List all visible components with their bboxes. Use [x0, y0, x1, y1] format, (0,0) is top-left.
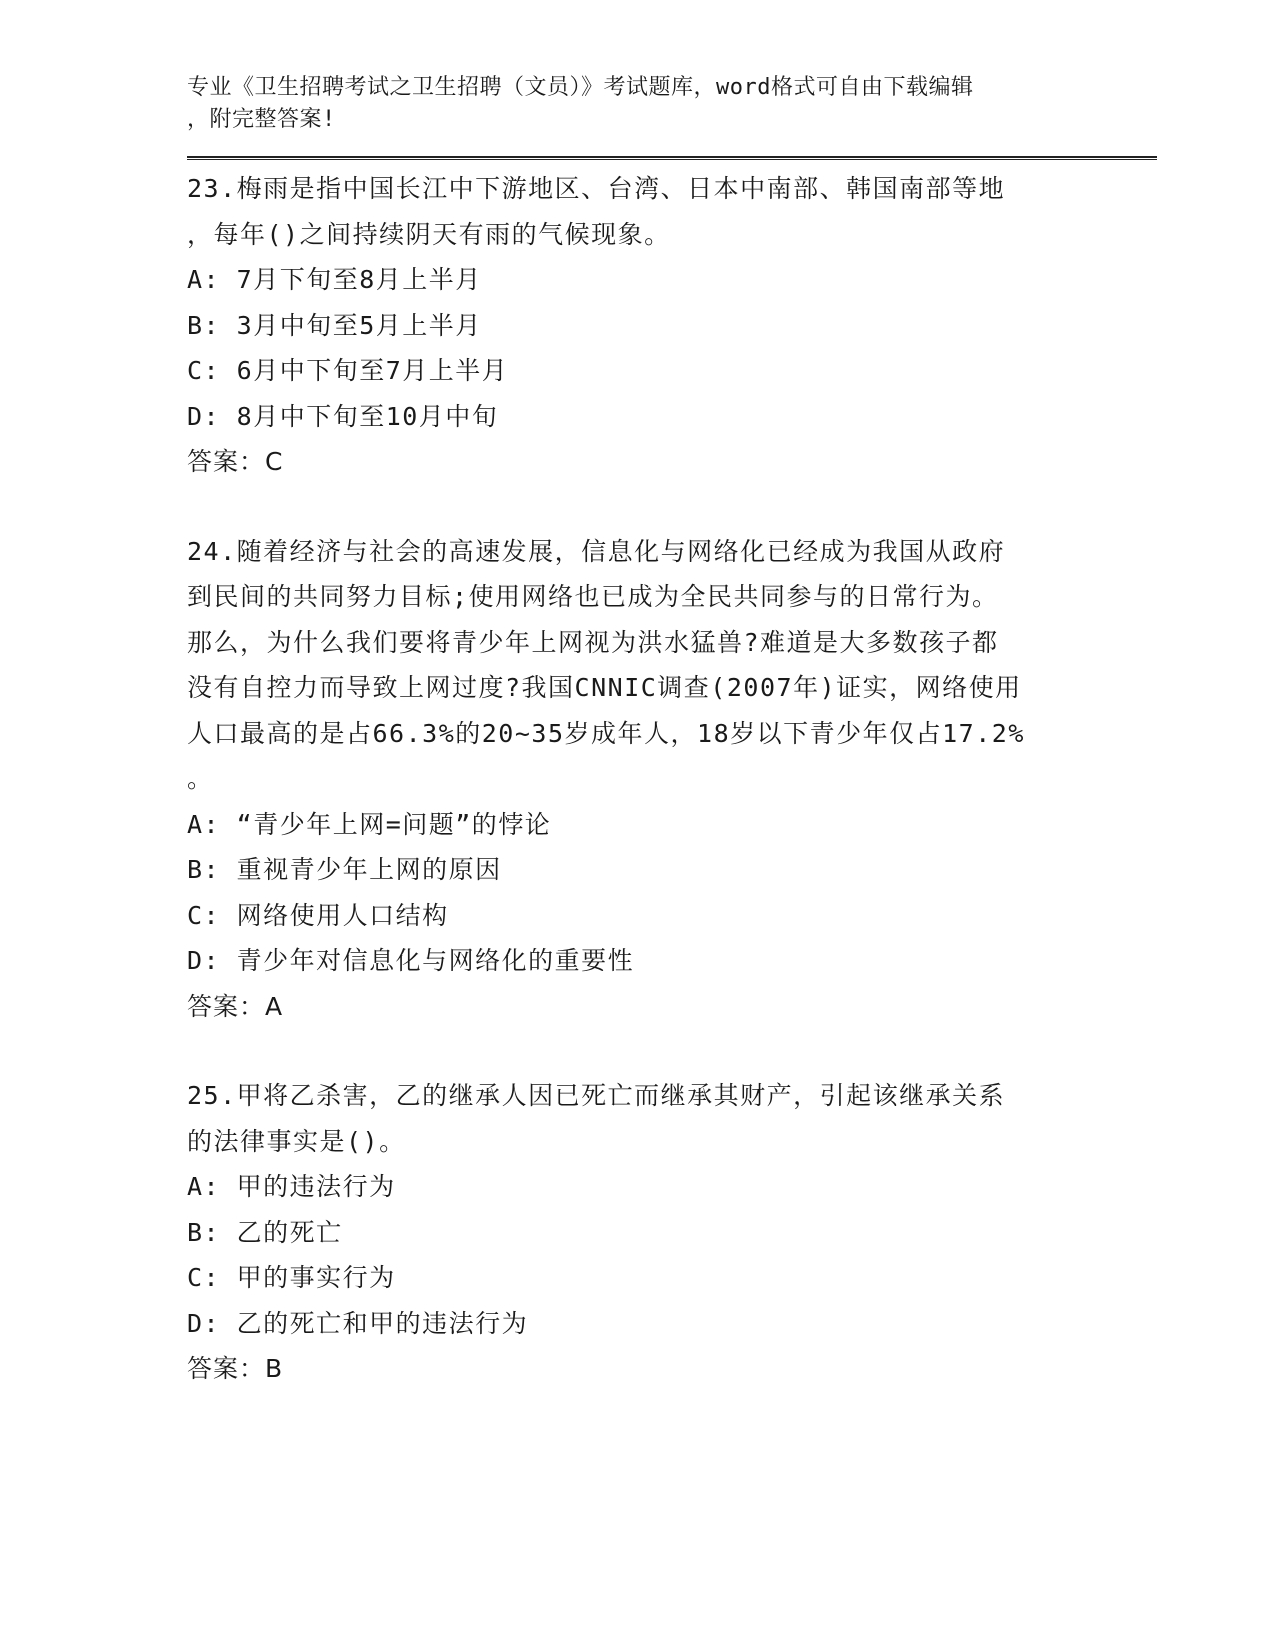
- header-line: 专业《卫生招聘考试之卫生招聘（文员）》考试题库，word格式可自由下载编辑: [187, 75, 974, 100]
- question-23: [187, 166, 1077, 485]
- question-text: [187, 166, 1067, 257]
- option-d: D: 乙的死亡和甲的违法行为: [187, 1308, 529, 1338]
- option-c: C: 甲的事实行为: [187, 1263, 396, 1292]
- option-b: B: 重视青少年上网的原因: [187, 855, 502, 884]
- question-line: ，每年()之间持续阴天有雨的气候现象。: [187, 219, 671, 249]
- option-a: A: 7月下旬至8月上半月: [187, 265, 482, 294]
- question-line: 25.甲将乙杀害，乙的继承人因已死亡而继承其财产，引起该继承关系: [187, 1081, 1006, 1110]
- document-page: [187, 72, 1077, 1392]
- option-d: D: 青少年对信息化与网络化的重要性: [187, 946, 635, 975]
- option-b: B: 3月中旬至5月上半月: [187, 310, 482, 340]
- question-text: [187, 529, 1067, 802]
- option-b: B: 乙的死亡: [187, 1217, 343, 1247]
- question-text: [187, 1073, 1067, 1164]
- answer-label: 答案：A: [187, 991, 284, 1021]
- header-divider: [187, 156, 1157, 160]
- answer-label: 答案：B: [187, 1354, 284, 1383]
- option-c: C: 6月中下旬至7月上半月: [187, 356, 509, 385]
- option-d: D: 8月中下旬至10月中旬: [187, 401, 499, 431]
- answer-label: 答案：C: [187, 447, 284, 476]
- question-line: 那么，为什么我们要将青少年上网视为洪水猛兽?难道是大多数孩子都: [187, 627, 999, 657]
- question-line: 23.梅雨是指中国长江中下游地区、台湾、日本中南部、韩国南部等地: [187, 174, 1006, 203]
- question-line: 到民间的共同努力目标;使用网络也已成为全民共同参与的日常行为。: [187, 582, 999, 611]
- question-line: 的法律事实是()。: [187, 1126, 406, 1156]
- header-line: ，附完整答案!: [187, 107, 336, 132]
- question-25: [187, 1073, 1077, 1392]
- question-24: [187, 529, 1077, 1030]
- question-line: 人口最高的是占66.3%的20~35岁成年人，18岁以下青少年仅占17.2%: [187, 718, 1025, 748]
- option-c: C: 网络使用人口结构: [187, 900, 449, 930]
- option-a: A: “青少年上网=问题”的悖论: [187, 809, 552, 839]
- question-line: 。: [187, 764, 214, 793]
- document-header: [187, 72, 1067, 136]
- question-line: 没有自控力而导致上网过度?我国CNNIC调查(2007年)证实，网络使用: [187, 673, 1022, 702]
- option-a: A: 甲的违法行为: [187, 1172, 396, 1201]
- question-line: 24.随着经济与社会的高速发展，信息化与网络化已经成为我国从政府: [187, 536, 1006, 566]
